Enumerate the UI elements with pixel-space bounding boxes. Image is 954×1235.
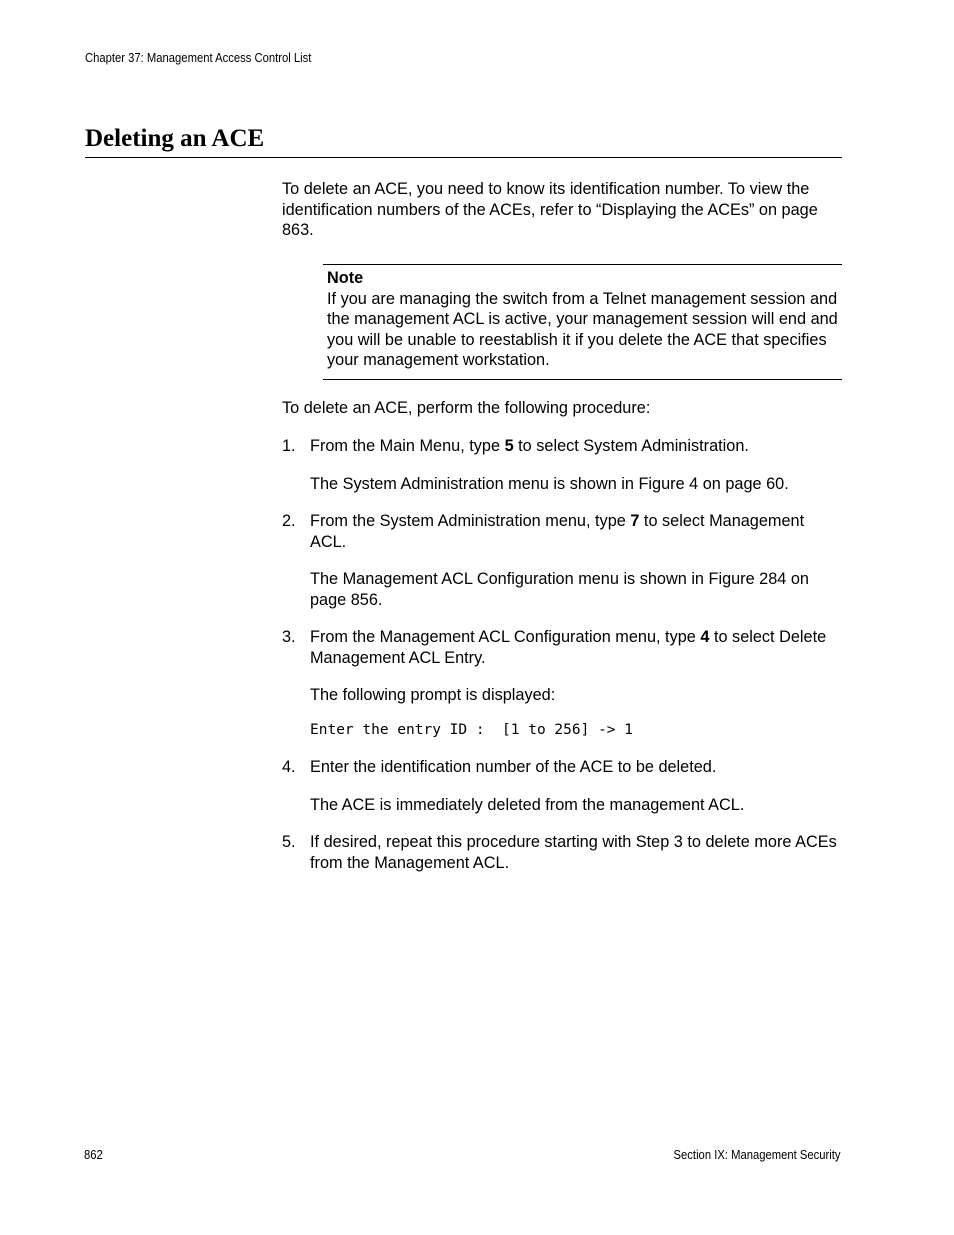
step-number: 2.	[282, 512, 296, 530]
step-key: 7	[630, 512, 640, 530]
step-text	[310, 436, 842, 457]
note-text: If you are managing the switch from a Telnet management session and the management ACL is active, your management session will end and you will be unable to reestablish it if you delete the ACE that specifies your management workstation.	[327, 289, 838, 369]
step-subtext: The Management ACL Configuration menu is shown in Figure 284 on page 856.	[310, 570, 809, 609]
step-key: 5	[504, 437, 514, 455]
step-text: If desired, repeat this procedure starting with Step 3 to delete more ACEs from the Management ACL.	[310, 833, 837, 872]
step-number: 4.	[282, 758, 296, 776]
step-number: 1.	[282, 437, 296, 455]
step-subtext: The System Administration menu is shown in Figure 4 on page 60.	[310, 474, 789, 493]
step-text: Enter the identification number of the ACE to be deleted.	[310, 758, 717, 776]
prompt-code: Enter the entry ID : [1 to 256] -> 1	[310, 721, 634, 738]
step-1	[282, 436, 842, 494]
step-text-post: to select Management ACL.	[310, 512, 805, 551]
running-header: Chapter 37: Management Access Control List	[85, 51, 312, 65]
page-number: 862	[84, 1148, 103, 1162]
step-text-pre: From the Management ACL Configuration menu, type	[310, 628, 701, 646]
note-title: Note	[327, 269, 364, 287]
step-2	[282, 511, 842, 610]
step-text-post: to select System Administration.	[513, 437, 749, 455]
step-text-pre: From the Main Menu, type	[310, 437, 505, 455]
note-box	[323, 264, 842, 380]
step-number: 3.	[282, 628, 296, 646]
step-text-post: to select Delete Management ACL Entry.	[310, 628, 827, 667]
step-subtext: The following prompt is displayed:	[310, 686, 556, 704]
step-5	[282, 832, 842, 873]
step-number: 5.	[282, 833, 296, 851]
step-3	[282, 627, 842, 740]
step-4	[282, 757, 842, 815]
step-text	[310, 511, 842, 552]
step-text-pre: From the System Administration menu, type	[310, 512, 631, 530]
step-text	[310, 627, 842, 668]
procedure-steps	[282, 436, 842, 890]
section-title: Deleting an ACE	[85, 124, 842, 158]
running-footer: Section IX: Management Security	[674, 1148, 841, 1162]
intro-paragraph: To delete an ACE, you need to know its identification number. To view the identification numbers of the ACEs, refer to “Displaying the ACEs” on page 863.	[282, 180, 818, 239]
procedure-intro: To delete an ACE, perform the following procedure:	[282, 399, 651, 417]
step-key: 4	[700, 628, 710, 646]
step-subtext: The ACE is immediately deleted from the management ACL.	[310, 795, 745, 814]
